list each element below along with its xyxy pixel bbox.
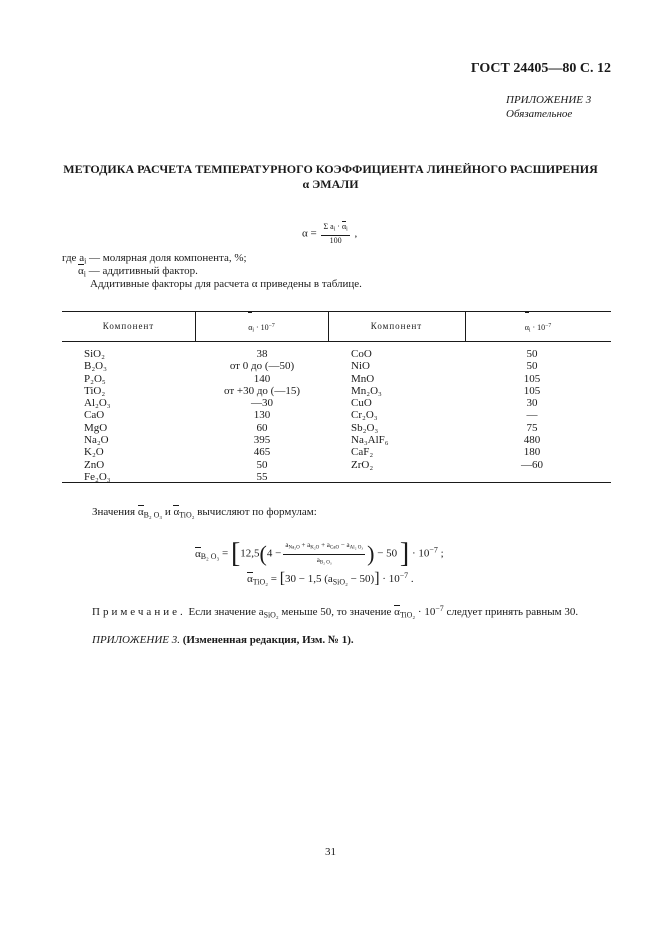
f2-coef: 12,5 <box>240 547 260 560</box>
table-cell: 480 <box>523 434 541 447</box>
table-cell: 465 <box>253 446 271 459</box>
f2-n2: + a <box>299 541 311 549</box>
formula-tail: , <box>354 227 358 240</box>
f2-denominator <box>283 555 365 569</box>
table-cell: P₂O₅ <box>84 372 106 385</box>
appendix-number: ПРИЛОЖЕНИЕ 3 <box>506 94 592 106</box>
header-factor-exp-left: −7 <box>268 323 275 329</box>
table-cell: 105 <box>523 372 541 385</box>
definition-alpha <box>78 265 198 278</box>
left-values <box>202 348 322 483</box>
num-sum: Σ a <box>323 222 334 231</box>
def-alpha: α <box>78 265 84 277</box>
note-alpha: α <box>394 605 400 618</box>
calc-intro <box>92 506 317 519</box>
table-cell: 38 <box>256 348 268 360</box>
f2-four: 4 − <box>266 547 282 560</box>
num-alpha-sub: i <box>346 226 348 233</box>
f2-n4s: Al₂ O₃ <box>349 545 364 551</box>
header-factor-post-left: · 10 <box>254 322 269 332</box>
f2-end: ; <box>437 547 444 560</box>
f2-eq: = <box>219 547 231 560</box>
appendix-status: Обязательное <box>506 108 573 120</box>
num-alpha: α <box>341 222 347 231</box>
title-line-1: МЕТОДИКА РАСЧЕТА ТЕМПЕРАТУРНОГО КОЭФФИЦИЕНТА ЛИНЕЙНОГО РАСШИРЕНИЯ <box>63 162 598 176</box>
amendment-note <box>92 634 354 646</box>
table-cell: 50 <box>256 458 268 471</box>
table-cell: —60 <box>521 458 543 471</box>
right-values <box>472 348 592 471</box>
f2-minus50: − 50 <box>374 547 400 560</box>
f2-sub: B₂ O₃ <box>200 551 220 561</box>
header-factor-exp-right: −7 <box>545 323 552 329</box>
standard-header: ГОСТ 24405—80 С. 12 <box>470 61 611 76</box>
main-formula <box>302 222 357 246</box>
f2-exp: −7 <box>429 545 438 555</box>
table-cell: MgO <box>84 421 108 434</box>
table-cell: K₂O <box>84 446 104 459</box>
f3-alpha: α <box>247 573 253 585</box>
header-factor-right <box>465 311 611 341</box>
f2-right-bracket: ] <box>399 538 410 569</box>
formula-lhs: α = <box>302 227 317 240</box>
header-factor-post-right: · 10 <box>530 322 546 332</box>
f2-n2s: K₂O <box>310 545 320 551</box>
calc-and: и <box>162 506 174 518</box>
num-dot: · <box>335 222 342 231</box>
header-factor-alpha-right: α <box>525 313 529 343</box>
table-cell: 55 <box>256 470 268 483</box>
table-cell: 140 <box>253 372 271 385</box>
table-bottom-rule <box>62 482 611 483</box>
formula-tio2 <box>247 570 414 588</box>
table-cell: NiO <box>351 360 370 373</box>
formula-fraction <box>321 222 349 246</box>
f2-tail: · 10 <box>409 547 430 560</box>
table-cell: от 0 до (—50) <box>229 360 295 373</box>
header-factor-alpha-left: α <box>248 313 252 343</box>
table-cell: ZnO <box>84 458 105 471</box>
note <box>92 604 578 619</box>
f2-n1: a <box>285 541 289 549</box>
f2-n3: + a <box>319 541 330 549</box>
note-sub-2: TiO₂ <box>399 610 416 620</box>
f3-body-end: − 50) <box>347 573 375 585</box>
table-cell: — <box>526 409 538 422</box>
f3-body-sub: SiO₂ <box>332 577 348 587</box>
f3-sub: TiO₂ <box>252 577 268 587</box>
table-cell: MnO <box>351 372 375 385</box>
f2-n1s: Na₂O <box>288 545 300 551</box>
table-cell: от +30 до (—15) <box>223 384 301 397</box>
calc-alpha-2: α <box>173 506 180 518</box>
f2-left-bracket: [ <box>230 538 241 569</box>
f3-right-bracket: ] <box>374 570 380 587</box>
note-sub-1: SiO₂ <box>263 610 279 620</box>
table-cell: Fe₂O₃ <box>84 470 111 483</box>
table-cell: 395 <box>253 434 271 447</box>
f2-numerator <box>283 540 365 555</box>
note-mid: меньше 50, то значение <box>278 605 395 618</box>
table-cell: 105 <box>523 384 541 397</box>
f2-alpha: α <box>195 547 201 560</box>
table-cell: ZrO₂ <box>351 458 374 471</box>
table-cell: Cr₂O₃ <box>351 409 378 422</box>
f2-left-paren: ( <box>259 541 267 566</box>
calc-post: вычисляют по формулам: <box>194 506 317 518</box>
factors-table <box>62 311 611 483</box>
f2-n4: − a <box>339 541 350 549</box>
f2-n3s: CaO <box>329 545 340 551</box>
note-post: следует принять равным 30. <box>443 605 579 618</box>
table-cell: 30 <box>526 397 538 410</box>
table-cell: TiO₂ <box>84 384 106 397</box>
calc-sub-1: B₂ O₃ <box>143 510 163 520</box>
table-cell: 50 <box>526 360 538 373</box>
f3-body: 30 − 1,5 (a <box>285 573 333 585</box>
table-cell: B₂O₃ <box>84 360 107 373</box>
page-number: 31 <box>325 846 336 858</box>
note-tail: · 10 <box>415 605 436 618</box>
table-cell: 50 <box>526 348 538 360</box>
def-alpha-post: — аддитивный фактор. <box>85 265 198 277</box>
table-cell: Al₂O₃ <box>84 397 111 410</box>
table-cell: 75 <box>526 421 538 434</box>
header-factor-sub-right: i <box>528 327 531 334</box>
left-components <box>84 348 111 483</box>
header-factor-left <box>195 311 328 341</box>
note-label: Примечание. <box>92 605 186 618</box>
table-cell: Sb₂O₃ <box>351 421 379 434</box>
f3-tail: · 10 <box>379 573 400 585</box>
calc-pre: Значения <box>92 506 138 518</box>
table-cell: Na₃AlF₆ <box>351 434 389 447</box>
right-components <box>351 348 389 471</box>
table-cell: CaO <box>84 409 105 422</box>
f3-end: . <box>408 573 414 585</box>
note-pre: Если значение a <box>185 605 264 618</box>
page-title <box>0 162 661 192</box>
title-line-2: α ЭМАЛИ <box>302 177 359 191</box>
f2-fraction <box>283 540 365 568</box>
note-exp: −7 <box>435 604 444 613</box>
calc-sub-2: TiO₂ <box>179 510 195 520</box>
f3-eq: = <box>267 573 280 585</box>
table-cell: Na₂O <box>84 434 109 447</box>
f3-exp: −7 <box>399 571 409 581</box>
table-cell: —30 <box>251 397 273 410</box>
amend-italic: ПРИЛОЖЕНИЕ 3. <box>92 634 180 646</box>
header-component-right: Компонент <box>370 321 423 331</box>
table-cell: SiO₂ <box>84 348 105 360</box>
def-alpha-sub: i <box>83 269 86 279</box>
table-cell: 130 <box>253 409 271 422</box>
calc-alpha-1: α <box>137 506 144 518</box>
num-sub: i <box>333 226 336 233</box>
amend-bold: (Измененная редакция, Изм. № 1). <box>179 634 354 646</box>
table-cell: Mn₂O₃ <box>351 384 382 397</box>
definition-ai <box>62 252 247 265</box>
f2-ds: B₂ O₃ <box>319 560 332 565</box>
header-component-left: Компонент <box>102 321 155 331</box>
table-intro: Аддитивные факторы для расчета α приведены в таблице. <box>90 278 362 290</box>
def-ai-post: — молярная доля компонента, %; <box>86 252 247 264</box>
def-ai-pre: где a <box>62 252 85 264</box>
table-cell: CaF₂ <box>351 446 374 459</box>
f3-left-bracket: [ <box>279 570 286 587</box>
appendix-label <box>506 93 591 121</box>
formula-b2o3 <box>195 540 444 570</box>
f2-right-paren: ) <box>367 541 375 566</box>
fraction-denominator: 100 <box>329 235 342 245</box>
table-cell: CoO <box>351 348 372 360</box>
fraction-numerator <box>321 222 349 236</box>
f2-d: a <box>316 555 320 564</box>
table-cell: 180 <box>523 446 541 459</box>
table-cell: CuO <box>351 397 372 410</box>
header-factor-sub-left: i <box>252 327 254 334</box>
table-cell: 60 <box>256 421 268 434</box>
def-ai-sub: i <box>84 256 87 266</box>
